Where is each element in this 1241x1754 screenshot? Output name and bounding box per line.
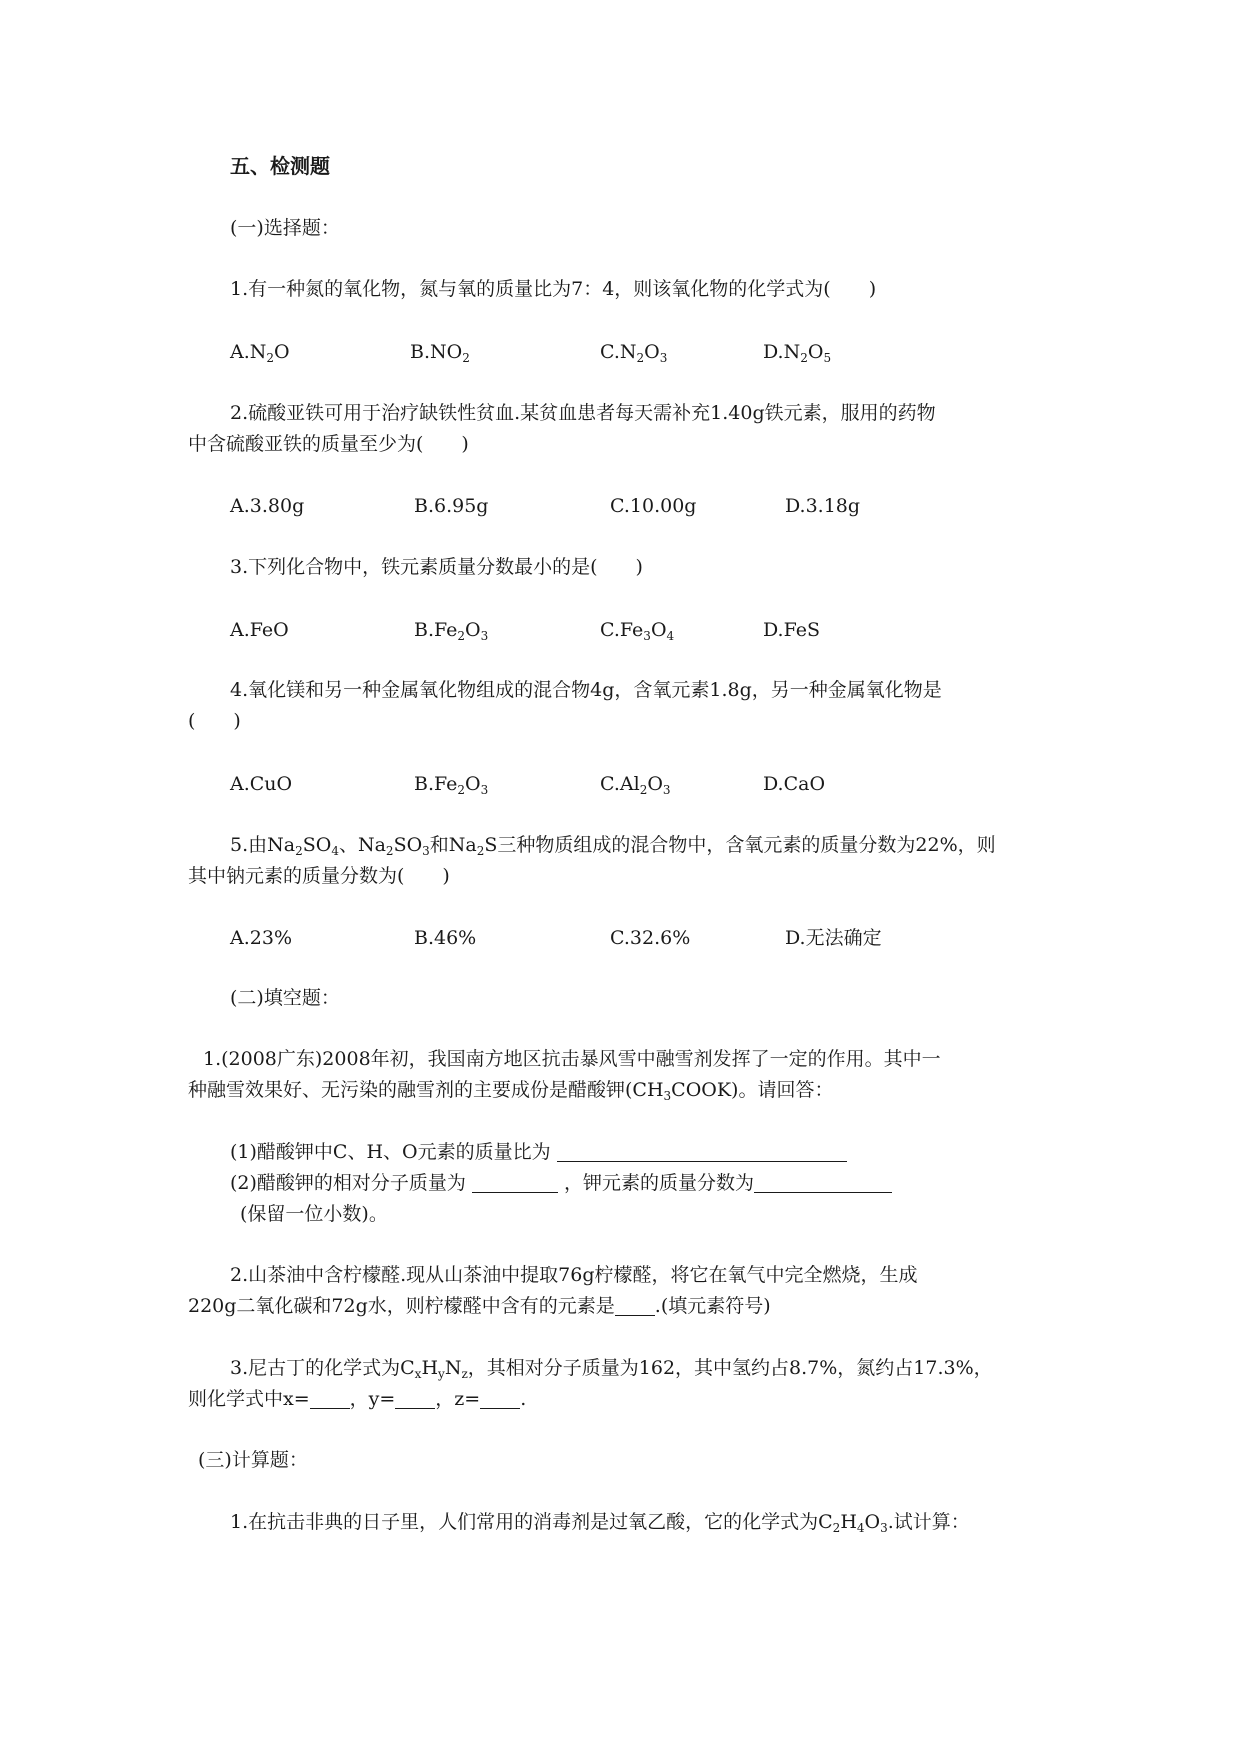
fill-q3-text-line2: 则化学式中x= ，y= ，z= . xyxy=(188,1388,527,1410)
mc-q2-text-line2: 中含硫酸亚铁的质量至少为( ) xyxy=(188,433,469,455)
fill-q1-text-line2: 种融雪效果好、无污染的融雪剂的主要成份是醋酸钾$(CH_3COOK)$。请回答： xyxy=(188,1079,834,1103)
fill-q1-part1: (1)醋酸钾中C、H、O元素的质量比为 xyxy=(230,1140,847,1164)
answer-blank[interactable] xyxy=(615,1297,655,1316)
fill-q1-part3: (保留一位小数)。 xyxy=(240,1203,388,1225)
mc-q4-text-line2: ( ) xyxy=(188,710,241,732)
answer-blank[interactable] xyxy=(310,1390,350,1409)
answer-blank[interactable] xyxy=(472,1174,558,1193)
mc-q4-text-line1: 4.氧化镁和另一种金属氧化物组成的混合物4g，含氧元素1.8g，另一种金属氧化物是 xyxy=(230,679,942,701)
fill-q2-text-line2: 220g二氧化碳和72g水，则柠檬醛中含有的元素是 .(填元素符号) xyxy=(188,1295,771,1317)
mc-q4-option-a: A.CuO xyxy=(230,773,293,795)
answer-blank[interactable] xyxy=(557,1143,847,1162)
calc-q1-text: 1.在抗击非典的日子里，人们常用的消毒剂是过氧乙酸，它的化学式为$C_2H_4O_3$.试计算： xyxy=(230,1511,970,1535)
mc-q3-option-b: $B.Fe_2O_3$ xyxy=(414,619,489,643)
answer-blank[interactable] xyxy=(395,1390,435,1409)
mc-q2-option-b: B.6.95g xyxy=(414,495,489,517)
mc-q1-text: 1.有一种氮的氧化物，氮与氧的质量比为7：4，则该氧化物的化学式为( ) xyxy=(230,278,877,300)
mc-q3-text: 3.下列化合物中，铁元素质量分数最小的是( ) xyxy=(230,556,643,578)
fill-q2-text-line1: 2.山茶油中含柠檬醛.现从山茶油中提取76g柠檬醛，将它在氧气中完全燃烧，生成 xyxy=(230,1264,918,1286)
fill-q3-text-line1: 3.尼古丁的化学式为$C_xH_yN_z$，其相对分子质量为162，其中氢约占8.7%，氮约占17.3%， xyxy=(230,1357,993,1381)
mc-q3-option-a: A.FeO xyxy=(230,619,289,641)
mc-q2-option-d: D.3.18g xyxy=(785,495,861,517)
mc-q3-option-c: $C.Fe_3O_4$ xyxy=(600,619,675,643)
mc-q5-option-b: B.46% xyxy=(414,927,477,949)
mc-q2-option-c: C.10.00g xyxy=(610,495,697,517)
mc-q5-option-c: C.32.6% xyxy=(610,927,691,949)
mc-q1-option-d: $D.N_2O_5$ xyxy=(763,341,832,365)
fill-q1-text-line1: 1.(2008广东)2008年初，我国南方地区抗击暴风雪中融雪剂发挥了一定的作用。其中一 xyxy=(203,1048,941,1070)
mc-q1-option-c: $C.N_2O_3$ xyxy=(600,341,668,365)
mc-q1-option-b: $B.NO_2$ xyxy=(410,341,470,365)
mc-q3-option-d: D.FeS xyxy=(763,619,820,641)
mc-q4-option-d: D.CaO xyxy=(763,773,826,795)
mc-q5-text-line1: 5.由$Na_2SO_4$、$Na_2SO_3$和$Na_2S$三种物质组成的混合物中，含氧元素的质量分数为22%，则 xyxy=(230,834,996,858)
mc-heading: (一)选择题： xyxy=(230,217,340,239)
calc-heading: (三)计算题： xyxy=(198,1449,308,1471)
mc-q5-text-line2: 其中钠元素的质量分数为( ) xyxy=(188,865,450,887)
answer-blank[interactable] xyxy=(480,1390,520,1409)
answer-blank[interactable] xyxy=(754,1174,892,1193)
mc-q2-option-a: A.3.80g xyxy=(230,495,305,517)
fill-heading: (二)填空题： xyxy=(230,987,340,1009)
section-title: 五、检测题 xyxy=(230,154,330,178)
mc-q5-option-a: A.23% xyxy=(230,927,292,949)
mc-q1-option-a: $A.N_2O$ xyxy=(230,341,290,365)
mc-q5-option-d: D.无法确定 xyxy=(785,927,882,949)
fill-q1-part2: (2)醋酸钾的相对分子质量为 ，钾元素的质量分数为 xyxy=(230,1171,892,1195)
mc-q2-text-line1: 2.硫酸亚铁可用于治疗缺铁性贫血.某贫血患者每天需补充1.40g铁元素，服用的药物 xyxy=(230,402,936,424)
mc-q4-option-b: $B.Fe_2O_3$ xyxy=(414,773,489,797)
mc-q4-option-c: $C.Al_2O_3$ xyxy=(600,773,671,797)
